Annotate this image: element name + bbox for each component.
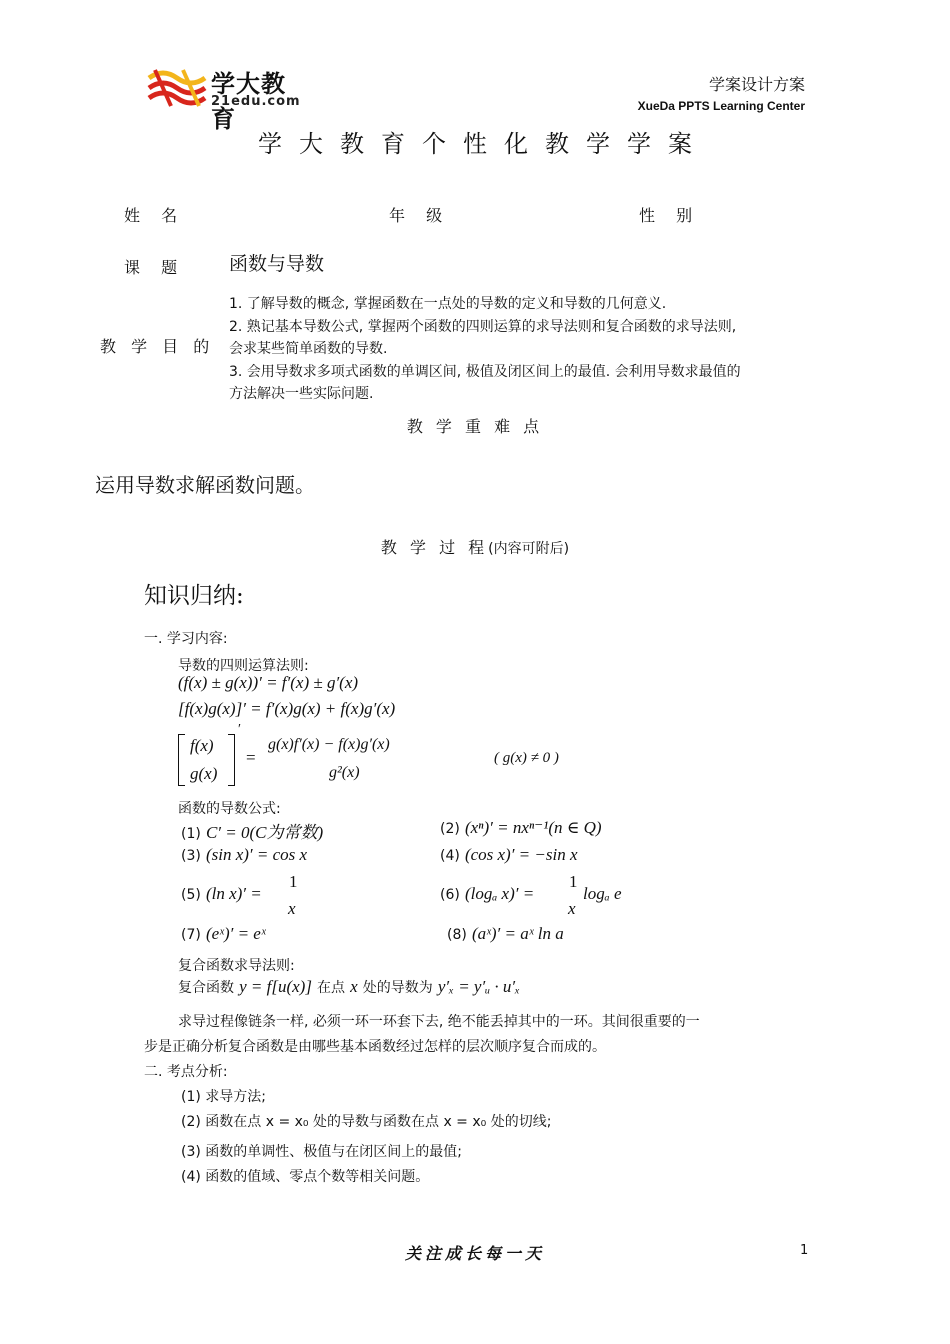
formula-number: (3) — [181, 848, 201, 864]
equals-sign: = — [246, 748, 256, 767]
page-number: 1 — [800, 1243, 809, 1258]
formula-number: (1) — [181, 826, 201, 842]
composite-prefix: 复合函数 — [178, 980, 234, 996]
formula-number: (6) — [440, 887, 460, 903]
exam-point-item: (3) 函数的单调性、极值与在闭区间上的最值; — [181, 1144, 462, 1160]
goal-line: 3. 会用导数求多项式函数的单调区间, 极值及闭区间上的最值. 会利用导数求最值的 — [229, 363, 741, 380]
name-label: 姓 名 — [124, 206, 186, 225]
goal-line: 1. 了解导数的概念, 掌握函数在一点处的导数的定义和导数的几何意义. — [229, 296, 667, 312]
composite-var: x — [350, 977, 358, 996]
formulas-title: 函数的导数公式: — [178, 801, 281, 817]
formula-2 — [440, 818, 602, 838]
document-title: 学大教育个性化教学学案 — [258, 130, 709, 158]
logo-url: 21edu.com — [211, 94, 301, 109]
section2-title: 二. 考点分析: — [144, 1064, 228, 1080]
composite-expr: y = f[u(x)] — [239, 977, 312, 996]
chain-text-line1: 求导过程像链条一样, 必须一环一环套下去, 绝不能丢掉其中的一环。其间很重要的一 — [178, 1014, 700, 1030]
quotient-condition: ( g(x) ≠ 0 ) — [494, 750, 559, 766]
knowledge-heading: 知识归纳: — [144, 583, 244, 609]
company-logo — [145, 62, 307, 133]
rule-product: [f(x)g(x)]′ = f′(x)g(x) + f(x)g′(x) — [178, 699, 396, 718]
formula-expr: (eˣ)′ = eˣ — [205, 924, 266, 943]
quotient-left-numerator: f(x) — [190, 736, 214, 755]
process-note: (内容可附后) — [488, 541, 570, 557]
f6-denominator: x — [568, 899, 576, 918]
composite-rule — [178, 977, 520, 997]
topic-value: 函数与导数 — [229, 253, 325, 275]
exam-point-item: (4) 函数的值域、零点个数等相关问题。 — [181, 1169, 430, 1185]
footer-slogan: 关注成长每一天 — [404, 1244, 545, 1263]
formula-expr: (xⁿ)′ = nxⁿ⁻¹(n ∈ Q) — [464, 818, 602, 837]
composite-mid2: 处的导数为 — [362, 980, 433, 996]
topic-label: 课 题 — [124, 258, 186, 277]
f6-numerator: 1 — [569, 872, 578, 891]
f5-denominator: x — [288, 899, 296, 918]
formula-expr: C′ = 0(C为常数) — [205, 823, 324, 842]
key-points-text: 运用导数求解函数问题。 — [95, 473, 315, 497]
gender-label: 性 别 — [639, 206, 701, 225]
logo-chinese-name: 学大教育 — [211, 70, 286, 133]
formula-number: (2) — [440, 821, 460, 837]
process-heading: 教 学 过 程 — [380, 538, 489, 557]
f6-tail: logₐ e — [583, 884, 622, 903]
formula-number: (5) — [181, 887, 201, 903]
formula-5 — [181, 884, 262, 904]
prime-mark: ′ — [238, 722, 242, 737]
formula-6 — [440, 884, 534, 904]
composite-result: y′ₓ = y′ᵤ · u′ₓ — [437, 977, 520, 996]
right-bracket — [228, 734, 235, 786]
formula-3 — [181, 845, 307, 865]
logo-mark-icon — [145, 62, 209, 114]
formula-expr: (sin x)′ = cos x — [205, 845, 308, 864]
rules-title: 导数的四则运算法则: — [178, 658, 309, 674]
formula-1 — [181, 818, 323, 843]
goals-label: 教 学 目 的 — [100, 337, 215, 356]
goal-line: 会求某些简单函数的导数. — [229, 341, 388, 357]
formula-expr: (aˣ)′ = aˣ ln a — [471, 924, 564, 943]
exam-point-item: (2) 函数在点 x = x₀ 处的导数与函数在点 x = x₀ 处的切线; — [181, 1114, 552, 1130]
left-bracket — [178, 734, 185, 786]
exam-point-item: (1) 求导方法; — [181, 1089, 266, 1105]
formula-7 — [181, 924, 266, 944]
goal-line: 2. 熟记基本导数公式, 掌握两个函数的四则运算的求导法则和复合函数的求导法则, — [229, 318, 737, 335]
formula-expr: (cos x)′ = −sin x — [464, 845, 578, 864]
key-points-heading: 教 学 重 难 点 — [406, 417, 544, 436]
composite-title: 复合函数求导法则: — [178, 958, 295, 974]
formula-4 — [440, 845, 578, 865]
chain-text-line2: 步是正确分析复合函数是由哪些基本函数经过怎样的层次顺序复合而成的。 — [144, 1039, 606, 1055]
section1-title: 一. 学习内容: — [144, 631, 228, 647]
header-right-title: 学案设计方案 — [708, 75, 805, 94]
process-heading-row — [0, 535, 950, 558]
quotient-denominator: g²(x) — [329, 764, 360, 781]
formula-expr: (logₐ x)′ = — [464, 884, 535, 903]
header-right-subtitle: XueDa PPTS Learning Center — [637, 99, 805, 113]
formula-8 — [447, 924, 564, 944]
goals-list — [229, 293, 741, 406]
formula-expr: (ln x)′ = — [205, 884, 262, 903]
formula-number: (4) — [440, 848, 460, 864]
f5-numerator: 1 — [289, 872, 298, 891]
grade-label: 年 级 — [389, 206, 451, 225]
composite-mid: 在点 — [317, 980, 346, 996]
quotient-numerator: g(x)f′(x) − f(x)g′(x) — [268, 736, 390, 753]
rule-quotient — [178, 722, 628, 790]
rule-sum: (f(x) ± g(x))′ = f′(x) ± g′(x) — [178, 673, 359, 692]
goal-line: 方法解决一些实际问题. — [229, 386, 374, 402]
quotient-left-denominator: g(x) — [190, 764, 218, 783]
formula-number: (8) — [447, 927, 467, 943]
formula-number: (7) — [181, 927, 201, 943]
